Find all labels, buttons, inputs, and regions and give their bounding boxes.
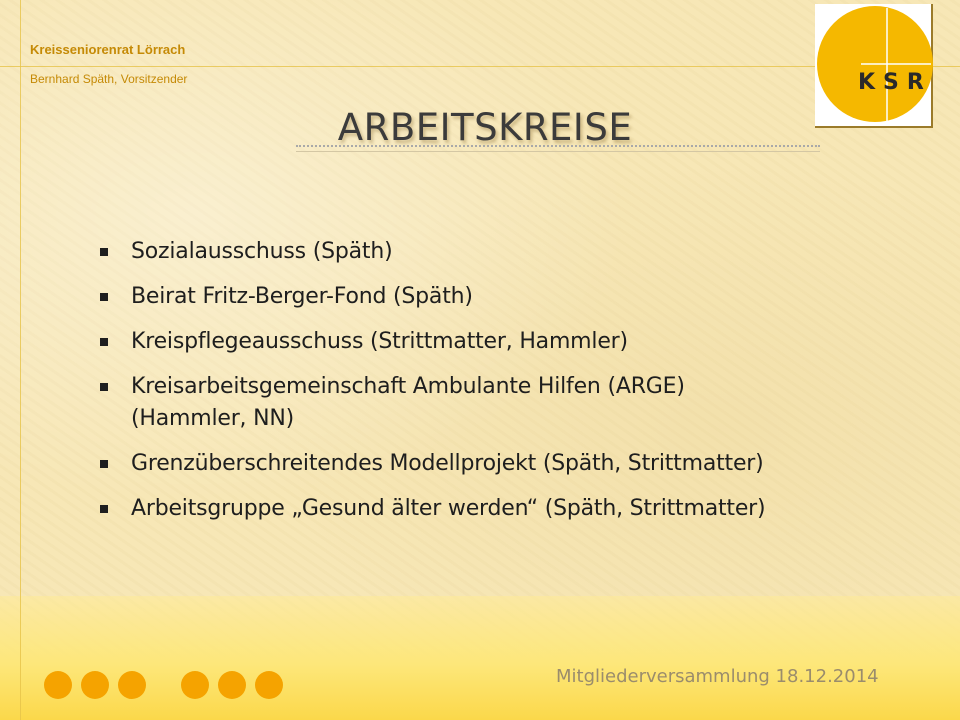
item-text: Kreisarbeitsgemeinschaft Ambulante Hilfen (ARGE) [131, 374, 685, 399]
item-text-continued: (Hammler, NN) [131, 406, 295, 431]
bullet-icon [100, 338, 108, 346]
item-text: Sozialausschuss (Späth) [131, 239, 393, 264]
bullet-icon [100, 248, 108, 256]
bottom-band [0, 596, 960, 720]
decorative-dot [81, 671, 109, 699]
logo-text: KSR [858, 70, 932, 95]
item-text: Arbeitsgruppe „Gesund älter werden“ (Späth, Strittmatter) [131, 496, 766, 521]
list-item [100, 371, 940, 435]
decorative-dot [218, 671, 246, 699]
org-name: Kreisseniorenrat Lörrach [30, 42, 186, 57]
list-item [100, 236, 940, 268]
bullet-icon [100, 293, 108, 301]
ksr-logo [815, 4, 933, 128]
title-underline [296, 145, 820, 152]
chair-name: Bernhard Späth, Vorsitzender [30, 72, 188, 86]
decorative-dot [118, 671, 146, 699]
list-item [100, 326, 940, 358]
decorative-dot [181, 671, 209, 699]
footer-text: Mitgliederversammlung 18.12.2014 [556, 666, 879, 687]
decorative-dot [44, 671, 72, 699]
slide-title: ARBEITSKREISE [337, 106, 633, 149]
item-text: Kreispflegeausschuss (Strittmatter, Hammler) [131, 329, 628, 354]
left-divider [20, 0, 21, 720]
list-item [100, 281, 940, 313]
list-item [100, 493, 940, 525]
bullet-icon [100, 383, 108, 391]
item-text: Grenzüberschreitendes Modellprojekt (Späth, Strittmatter) [131, 451, 764, 476]
list-item [100, 448, 940, 480]
bullet-list [100, 236, 940, 538]
item-text: Beirat Fritz-Berger-Fond (Späth) [131, 284, 473, 309]
logo-circle-icon [815, 4, 933, 128]
bullet-icon [100, 460, 108, 468]
bullet-icon [100, 505, 108, 513]
decorative-dot [255, 671, 283, 699]
